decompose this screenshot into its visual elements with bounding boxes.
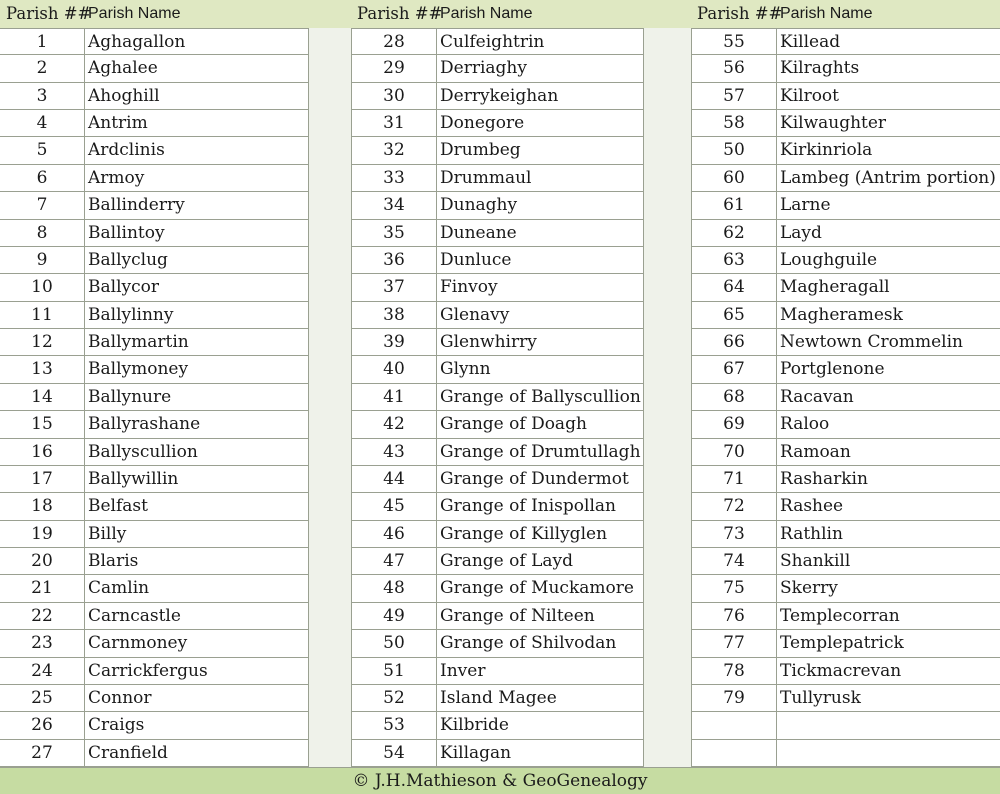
column-gap bbox=[308, 28, 352, 767]
table-row bbox=[692, 712, 1000, 739]
parish-name: Ballyclug bbox=[88, 249, 168, 270]
parish-number: 76 bbox=[692, 603, 777, 629]
table-row bbox=[352, 575, 643, 602]
parish-name: Tullyrusk bbox=[780, 687, 861, 708]
table-row bbox=[692, 302, 1000, 329]
parish-number: 36 bbox=[352, 247, 437, 273]
table-row bbox=[0, 192, 308, 219]
parish-name: Larne bbox=[780, 195, 831, 216]
parish-name: Carrickfergus bbox=[88, 660, 208, 681]
table-row bbox=[692, 28, 1000, 55]
table-row bbox=[692, 329, 1000, 356]
table-row bbox=[692, 83, 1000, 110]
table-row bbox=[0, 329, 308, 356]
parish-number: 53 bbox=[352, 712, 437, 738]
parish-number: 56 bbox=[692, 55, 777, 81]
table-row bbox=[352, 658, 643, 685]
parish-number: 20 bbox=[0, 548, 85, 574]
parish-number: 1 bbox=[0, 29, 85, 54]
table-row bbox=[692, 192, 1000, 219]
parish-name: Racavan bbox=[780, 386, 854, 407]
parish-number: 19 bbox=[0, 521, 85, 547]
parish-number: 4 bbox=[0, 110, 85, 136]
table-row bbox=[692, 439, 1000, 466]
table-row bbox=[0, 55, 308, 82]
table-header bbox=[0, 0, 1000, 28]
parish-name: Ballyrashane bbox=[88, 414, 201, 435]
parish-number: 17 bbox=[0, 466, 85, 492]
parish-number: 28 bbox=[352, 29, 437, 54]
parish-number: 44 bbox=[352, 466, 437, 492]
parish-name: Carnmoney bbox=[88, 633, 188, 654]
table-row bbox=[352, 712, 643, 739]
parish-name: Templecorran bbox=[780, 605, 900, 626]
table-row bbox=[352, 740, 643, 767]
parish-name: Grange of Ballyscullion bbox=[440, 386, 641, 407]
table-row bbox=[352, 83, 643, 110]
parish-number: 33 bbox=[352, 165, 437, 191]
parish-number: 69 bbox=[692, 411, 777, 437]
table-row bbox=[692, 55, 1000, 82]
parish-name: Rasharkin bbox=[780, 468, 868, 489]
table-row bbox=[352, 466, 643, 493]
parish-name: Donegore bbox=[440, 113, 525, 134]
parish-name: Craigs bbox=[88, 715, 145, 736]
table-row bbox=[692, 137, 1000, 164]
parish-number: 23 bbox=[0, 630, 85, 656]
table-row bbox=[692, 575, 1000, 602]
parish-number: 46 bbox=[352, 521, 437, 547]
table-row bbox=[692, 411, 1000, 438]
parish-name: Rathlin bbox=[780, 523, 843, 544]
parish-number: 16 bbox=[0, 439, 85, 465]
parish-name: Lambeg (Antrim portion) bbox=[780, 167, 996, 188]
table-row bbox=[352, 55, 643, 82]
parish-number: 38 bbox=[352, 302, 437, 328]
parish-name: Skerry bbox=[780, 578, 838, 599]
parish-number: 74 bbox=[692, 548, 777, 574]
parish-number: 75 bbox=[692, 575, 777, 601]
table-row bbox=[692, 630, 1000, 657]
table-row bbox=[0, 110, 308, 137]
parish-number: 68 bbox=[692, 384, 777, 410]
parish-number: 43 bbox=[352, 439, 437, 465]
parish-number: 67 bbox=[692, 356, 777, 382]
parish-number bbox=[692, 740, 777, 766]
parish-name: Newtown Crommelin bbox=[780, 332, 963, 353]
parish-name: Kirkinriola bbox=[780, 140, 873, 161]
parish-number: 12 bbox=[0, 329, 85, 355]
parish-name: Blaris bbox=[88, 551, 139, 572]
parish-name: Dunaghy bbox=[440, 195, 518, 216]
column-gap bbox=[643, 28, 692, 767]
parish-name: Drummaul bbox=[440, 167, 532, 188]
parish-number: 52 bbox=[352, 685, 437, 711]
parish-number: 22 bbox=[0, 603, 85, 629]
table-row bbox=[692, 740, 1000, 767]
parish-number: 51 bbox=[352, 658, 437, 684]
parish-number: 11 bbox=[0, 302, 85, 328]
parish-number bbox=[692, 712, 777, 738]
table-row bbox=[0, 493, 308, 520]
parish-number: 49 bbox=[352, 603, 437, 629]
parish-number: 57 bbox=[692, 83, 777, 109]
parish-name: Ballyscullion bbox=[88, 441, 198, 462]
table-row bbox=[352, 493, 643, 520]
parish-name: Grange of Nilteen bbox=[440, 605, 595, 626]
table-row bbox=[352, 137, 643, 164]
table-row bbox=[0, 302, 308, 329]
parish-number: 24 bbox=[0, 658, 85, 684]
parish-name: Ahoghill bbox=[88, 85, 160, 106]
parish-number: 47 bbox=[352, 548, 437, 574]
parish-name: Ardclinis bbox=[88, 140, 165, 161]
table-row bbox=[352, 439, 643, 466]
parish-number: 72 bbox=[692, 493, 777, 519]
parish-number: 3 bbox=[0, 83, 85, 109]
parish-name: Cranfield bbox=[88, 742, 168, 763]
parish-name: Camlin bbox=[88, 578, 150, 599]
table-row bbox=[352, 220, 643, 247]
parish-number: 14 bbox=[0, 384, 85, 410]
table-row bbox=[692, 521, 1000, 548]
table-row bbox=[692, 603, 1000, 630]
parish-number: 71 bbox=[692, 466, 777, 492]
parish-name: Shankill bbox=[780, 551, 851, 572]
parish-number: 64 bbox=[692, 274, 777, 300]
parish-number: 31 bbox=[352, 110, 437, 136]
parish-number: 45 bbox=[352, 493, 437, 519]
parish-name: Kilwaughter bbox=[780, 113, 887, 134]
parish-number: 50 bbox=[692, 137, 777, 163]
table-row bbox=[352, 302, 643, 329]
parish-name: Grange of Dundermot bbox=[440, 468, 629, 489]
parish-number: 66 bbox=[692, 329, 777, 355]
table-row bbox=[0, 439, 308, 466]
parish-name: Kilbride bbox=[440, 715, 509, 736]
parish-name: Killagan bbox=[440, 742, 512, 763]
table-row bbox=[352, 521, 643, 548]
parish-number: 78 bbox=[692, 658, 777, 684]
parish-name: Rashee bbox=[780, 496, 844, 517]
table-row bbox=[0, 521, 308, 548]
parish-number: 37 bbox=[352, 274, 437, 300]
parish-number: 42 bbox=[352, 411, 437, 437]
table-row bbox=[692, 548, 1000, 575]
table-row bbox=[0, 630, 308, 657]
parish-name: Tickmacrevan bbox=[780, 660, 902, 681]
table-row bbox=[0, 165, 308, 192]
table-row bbox=[352, 685, 643, 712]
parish-number: 27 bbox=[0, 740, 85, 766]
table-row bbox=[352, 110, 643, 137]
table-row bbox=[692, 356, 1000, 383]
parish-name: Ballinderry bbox=[88, 195, 185, 216]
parish-name bbox=[777, 712, 1000, 738]
parish-name: Culfeightrin bbox=[440, 32, 545, 52]
parish-number: 25 bbox=[0, 685, 85, 711]
table-row bbox=[352, 165, 643, 192]
parish-number: 13 bbox=[0, 356, 85, 382]
parish-name: Grange of Shilvodan bbox=[440, 633, 617, 654]
parish-name: Connor bbox=[88, 687, 152, 708]
parish-name: Layd bbox=[780, 222, 822, 243]
parish-name: Grange of Killyglen bbox=[440, 523, 608, 544]
parish-number: 2 bbox=[0, 55, 85, 81]
table-row bbox=[692, 110, 1000, 137]
table-row bbox=[352, 274, 643, 301]
table-row bbox=[352, 384, 643, 411]
table-row bbox=[0, 356, 308, 383]
parish-name: Derrykeighan bbox=[440, 85, 559, 106]
table-row bbox=[0, 466, 308, 493]
parish-number: 35 bbox=[352, 220, 437, 246]
parish-name: Ballylinny bbox=[88, 304, 174, 325]
parish-name: Grange of Muckamore bbox=[440, 578, 634, 599]
parish-name: Glynn bbox=[440, 359, 491, 380]
header-parish-name: Parish Name bbox=[780, 5, 873, 22]
footer-credit: © J.H.Mathieson & GeoGenealogy bbox=[0, 767, 1000, 794]
table-row bbox=[352, 247, 643, 274]
parish-number: 55 bbox=[692, 29, 777, 54]
parish-number: 77 bbox=[692, 630, 777, 656]
parish-number: 10 bbox=[0, 274, 85, 300]
parish-number: 21 bbox=[0, 575, 85, 601]
parish-number: 65 bbox=[692, 302, 777, 328]
parish-number: 73 bbox=[692, 521, 777, 547]
parish-number: 62 bbox=[692, 220, 777, 246]
table-row bbox=[0, 411, 308, 438]
header-parish-number: Parish ## bbox=[697, 4, 783, 23]
parish-name: Inver bbox=[440, 660, 486, 681]
parish-name: Glenwhirry bbox=[440, 332, 537, 353]
parish-name: Finvoy bbox=[440, 277, 498, 298]
table-row bbox=[352, 356, 643, 383]
parish-name: Duneane bbox=[440, 222, 517, 243]
parish-name: Magheramesk bbox=[780, 304, 903, 325]
parish-number: 50 bbox=[352, 630, 437, 656]
parish-number: 34 bbox=[352, 192, 437, 218]
parish-name: Billy bbox=[88, 523, 127, 544]
table-row bbox=[692, 658, 1000, 685]
table-row bbox=[0, 658, 308, 685]
parish-name: Magheragall bbox=[780, 277, 890, 298]
parish-name: Grange of Drumtullagh bbox=[440, 441, 641, 462]
parish-name: Templepatrick bbox=[780, 633, 904, 654]
parish-number: 8 bbox=[0, 220, 85, 246]
parish-number: 40 bbox=[352, 356, 437, 382]
parish-number: 26 bbox=[0, 712, 85, 738]
table-row bbox=[0, 220, 308, 247]
parish-number: 79 bbox=[692, 685, 777, 711]
table-row bbox=[0, 28, 308, 55]
table-row bbox=[0, 274, 308, 301]
parish-name: Killead bbox=[780, 32, 841, 52]
table-row bbox=[352, 630, 643, 657]
parish-number: 29 bbox=[352, 55, 437, 81]
header-parish-name: Parish Name bbox=[88, 5, 181, 22]
table-row bbox=[352, 411, 643, 438]
parish-number: 18 bbox=[0, 493, 85, 519]
parish-name: Aghagallon bbox=[88, 32, 186, 52]
parish-name: Grange of Doagh bbox=[440, 414, 587, 435]
table-row bbox=[352, 548, 643, 575]
parish-name: Drumbeg bbox=[440, 140, 521, 161]
parish-name: Island Magee bbox=[440, 687, 557, 708]
parish-number: 61 bbox=[692, 192, 777, 218]
parish-name: Armoy bbox=[88, 167, 145, 188]
parish-name: Antrim bbox=[88, 113, 148, 134]
table-row bbox=[0, 548, 308, 575]
parish-number: 30 bbox=[352, 83, 437, 109]
table-row bbox=[692, 220, 1000, 247]
parish-name: Derriaghy bbox=[440, 58, 527, 79]
parish-number: 15 bbox=[0, 411, 85, 437]
parish-name: Kilroot bbox=[780, 85, 840, 106]
parish-name: Raloo bbox=[780, 414, 830, 435]
parish-number: 48 bbox=[352, 575, 437, 601]
table-row bbox=[352, 329, 643, 356]
table-row bbox=[0, 712, 308, 739]
parish-name: Ballymoney bbox=[88, 359, 189, 380]
table-row bbox=[692, 384, 1000, 411]
parish-number: 60 bbox=[692, 165, 777, 191]
parish-number: 63 bbox=[692, 247, 777, 273]
parish-name: Ballynure bbox=[88, 386, 172, 407]
table-row bbox=[352, 28, 643, 55]
header-parish-number: Parish ## bbox=[357, 4, 443, 23]
table-row bbox=[0, 137, 308, 164]
parish-number: 54 bbox=[352, 740, 437, 766]
table-row bbox=[0, 83, 308, 110]
table-row bbox=[692, 247, 1000, 274]
parish-name: Ballintoy bbox=[88, 222, 165, 243]
header-parish-number: Parish ## bbox=[6, 4, 92, 23]
header-parish-name: Parish Name bbox=[440, 5, 533, 22]
parish-name: Glenavy bbox=[440, 304, 510, 325]
parish-name: Ballycor bbox=[88, 277, 159, 298]
table-row bbox=[0, 384, 308, 411]
parish-number: 32 bbox=[352, 137, 437, 163]
parish-number: 70 bbox=[692, 439, 777, 465]
parish-name: Ballywillin bbox=[88, 468, 179, 489]
table-row bbox=[692, 274, 1000, 301]
parish-name: Ramoan bbox=[780, 441, 851, 462]
table-row bbox=[352, 192, 643, 219]
table-row bbox=[352, 603, 643, 630]
parish-name: Grange of Layd bbox=[440, 551, 573, 572]
parish-name: Belfast bbox=[88, 496, 148, 517]
parish-name bbox=[777, 740, 1000, 766]
table-row bbox=[692, 165, 1000, 192]
parish-name: Grange of Inispollan bbox=[440, 496, 616, 517]
table-row bbox=[0, 740, 308, 767]
table-row bbox=[692, 466, 1000, 493]
parish-name: Kilraghts bbox=[780, 58, 860, 79]
parish-number: 58 bbox=[692, 110, 777, 136]
table-row bbox=[692, 493, 1000, 520]
table-row bbox=[0, 603, 308, 630]
parish-number: 41 bbox=[352, 384, 437, 410]
parish-number: 5 bbox=[0, 137, 85, 163]
table-row bbox=[692, 685, 1000, 712]
parish-name: Dunluce bbox=[440, 249, 512, 270]
table-row bbox=[0, 575, 308, 602]
table-row bbox=[0, 685, 308, 712]
parish-name: Portglenone bbox=[780, 359, 885, 380]
parish-name: Aghalee bbox=[88, 58, 158, 79]
parish-number: 39 bbox=[352, 329, 437, 355]
table-row bbox=[0, 247, 308, 274]
parish-name: Ballymartin bbox=[88, 332, 189, 353]
parish-name: Carncastle bbox=[88, 605, 181, 626]
parish-number: 7 bbox=[0, 192, 85, 218]
parish-number: 6 bbox=[0, 165, 85, 191]
parish-name: Loughguile bbox=[780, 249, 878, 270]
parish-number: 9 bbox=[0, 247, 85, 273]
